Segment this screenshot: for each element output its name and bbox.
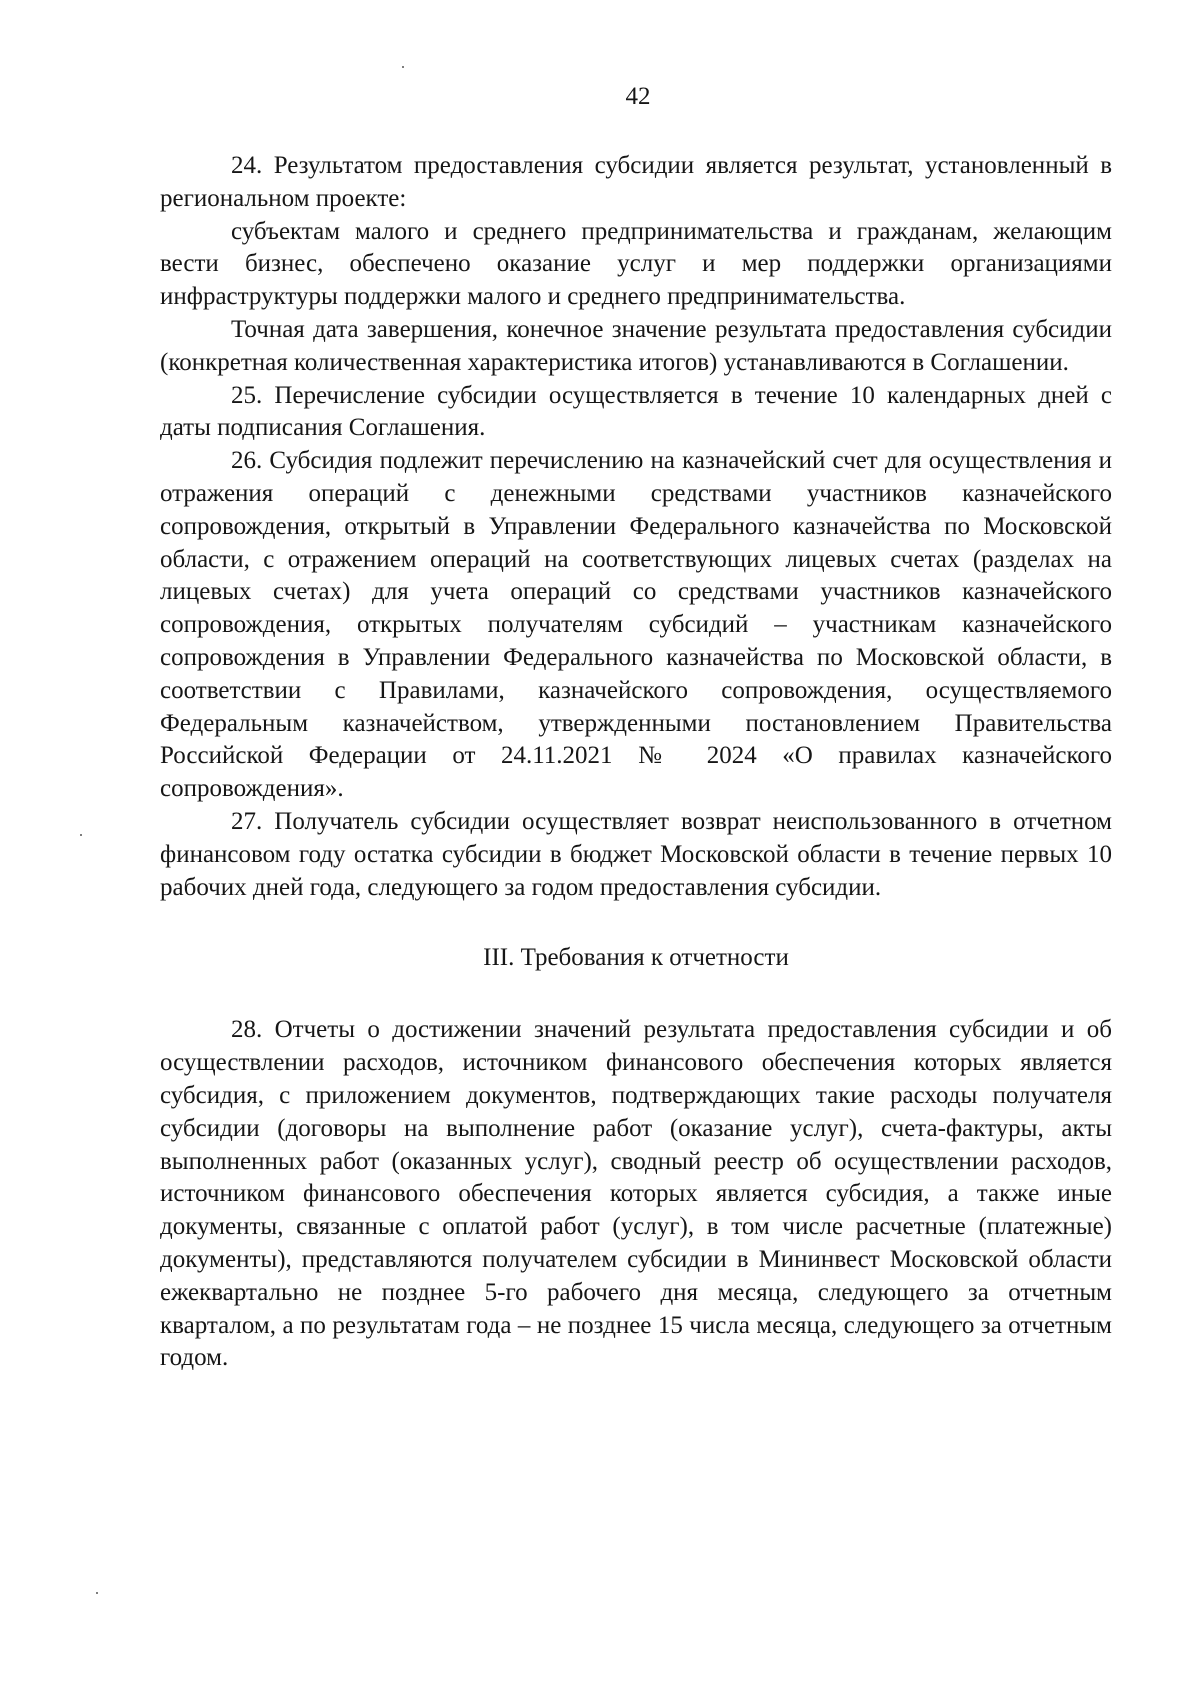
paragraph-27: 27. Получатель субсидии осуществляет возврат неиспользованного в отчетном финансовом году остатка субсидии в бюджет Московской области в течение первых 10 рабочих дней года, следующего за годом предоставления субсидии. [160, 807, 1112, 901]
document-body [160, 150, 1112, 1375]
paragraph-24-date: Точная дата завершения, конечное значение результата предоставления субсидии (конкретная количественная характеристика итогов) устанавливаются в Соглашении. [160, 315, 1112, 376]
page-number: 42 [625, 83, 651, 110]
scan-speck [96, 1592, 98, 1594]
section-heading: III. Требования к отчетности [483, 944, 789, 972]
scan-speck [80, 834, 82, 836]
scan-speck [402, 66, 404, 68]
paragraph-24-result: субъектам малого и среднего предпринимательства и гражданам, желающим вести бизнес, обеспечено оказание услуг и мер поддержки организациями инфраструктуры поддержки малого и среднего предпринимательства. [160, 217, 1112, 311]
paragraph-28: 28. Отчеты о достижении значений результата предоставления субсидии и об осуществлении расходов, источником финансового обеспечения которых является субсидия, с приложением документов, подтверждающих такие расходы получателя субсидии (договоры на выполнение работ (оказание услуг), счета-фактуры, акты выполненных работ (оказанных услуг), сводный реестр об осуществлении расходов, источником финансового обеспечения которых является субсидия, а также иные документы, связанные с оплатой работ (услуг), в том числе расчетные (платежные) документы), представляются получателем субсидии в Мининвест Московской области ежеквартально не позднее 5-го рабочего дня месяца, следующего за отчетным кварталом, а по результатам года – не позднее 15 числа месяца, следующего за отчетным годом. [160, 1016, 1112, 1372]
paragraph-25: 25. Перечисление субсидии осуществляется в течение 10 календарных дней с даты подписания Соглашения. [160, 381, 1112, 442]
paragraph-24: 24. Результатом предоставления субсидии является результат, установленный в региональном проекте: [160, 152, 1112, 212]
paragraph-26: 26. Субсидия подлежит перечислению на казначейский счет для осуществления и отражения операций с денежными средствами участников казначейского сопровождения, открытый в Управлении Федерального казначейства по Московской области, с отражением операций на соответствующих лицевых счетах (разделах на лицевых счетах) для учета операций со средствами участников казначейского сопровождения, открытых получателям субсидий – участникам казначейского сопровождения в Управлении Федерального казначейства по Московской области, в соответствии с Правилами, казначейского сопровождения, осуществляемого Федеральным казначейством, утвержденными постановлением Правительства Российской Федерации от 24.11.2021 № 2024 «О правилах казначейского сопровождения». [160, 447, 1112, 803]
